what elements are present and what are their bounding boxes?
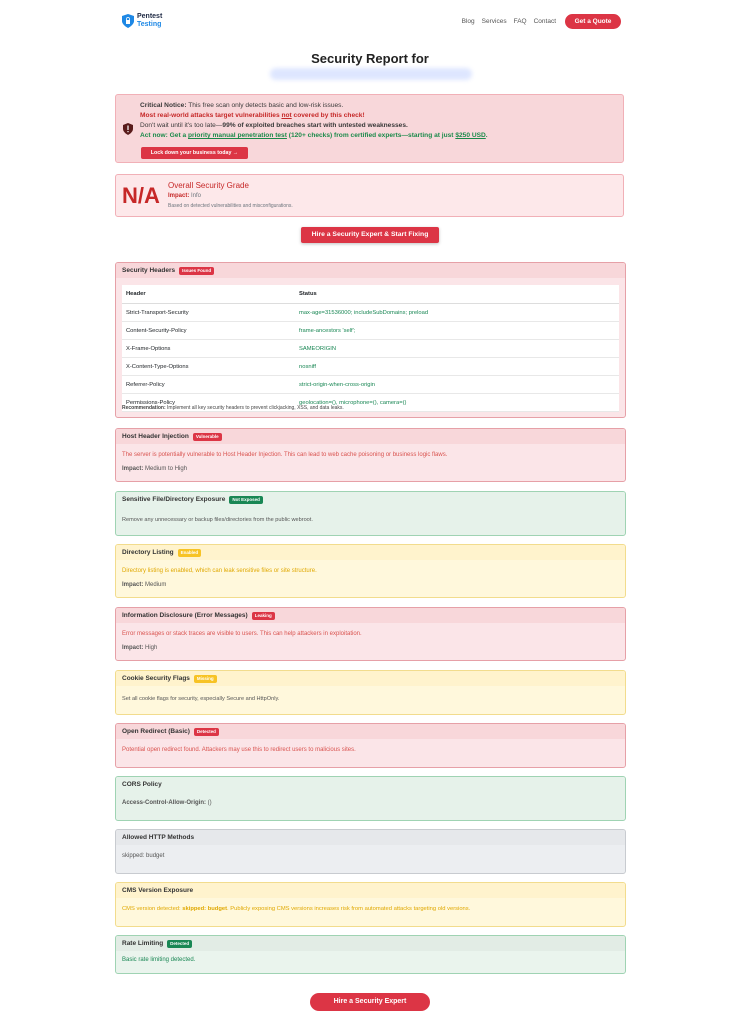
header-name: X-Frame-Options [122, 340, 295, 358]
security-grade-card [115, 174, 624, 217]
security-headers-card [115, 262, 626, 418]
impact-value: High [143, 645, 158, 651]
table-row [122, 304, 619, 322]
http-methods-card [115, 829, 626, 874]
impact-label: Impact: [122, 582, 144, 588]
sensitive-file-card [115, 491, 626, 536]
cms-text-bold: skipped: budget [182, 906, 228, 912]
card-title: Cookie Security Flags [122, 675, 190, 682]
card-title: Security Headers [122, 267, 176, 274]
status-badge: Vulnerable [193, 433, 222, 441]
card-text: skipped: budget [122, 853, 165, 859]
status-badge: Detected [194, 728, 219, 736]
shield-warning-icon [123, 123, 133, 135]
card-text: Potential open redirect found. Attackers may use this to redirect users to malicious sites. [122, 747, 356, 753]
header-status: frame-ancestors 'self'; [295, 322, 619, 340]
header-status: SAMEORIGIN [295, 340, 619, 358]
card-text: Remove any unnecessary or backup files/directories from the public webroot. [122, 517, 313, 523]
critical-notice [115, 94, 624, 163]
table-row [122, 340, 619, 358]
impact-value: Medium [143, 582, 167, 588]
card-title: Directory Listing [122, 549, 174, 556]
critical-label: Critical Notice: [140, 102, 187, 109]
header-name: X-Content-Type-Options [122, 358, 295, 376]
shield-logo-icon [122, 14, 134, 28]
card-title: CORS Policy [122, 781, 162, 788]
impact-value: Medium to High [143, 466, 188, 472]
recommendation-text: Implement all key security headers to prevent clickjacking, XSS, and data leaks. [165, 405, 344, 411]
cors-label: Access-Control-Allow-Origin: [122, 800, 207, 806]
page-title: Security Report for [311, 51, 429, 66]
header-name: Strict-Transport-Security [122, 304, 295, 322]
table-row [122, 358, 619, 376]
grade-title: Overall Security Grade [168, 181, 249, 190]
blurred-domain [270, 68, 472, 80]
header-status: strict-origin-when-cross-origin [295, 376, 619, 394]
logo[interactable] [122, 13, 162, 29]
cms-text-pre: CMS version detected: [122, 906, 183, 912]
recommendation-label: Recommendation: [122, 405, 166, 411]
notice-line4-end: . [485, 132, 488, 139]
card-text: Basic rate limiting detected. [122, 957, 196, 963]
table-row [122, 322, 619, 340]
info-disclosure-card [115, 607, 626, 661]
header-status: nosniff [295, 358, 619, 376]
nav-link-blog[interactable]: Blog [461, 18, 475, 25]
notice-line2-not: not [281, 112, 292, 119]
card-title: Rate Limiting [122, 940, 164, 947]
impact-label: Impact: [122, 645, 144, 651]
hire-expert-button[interactable]: Hire a Security Expert [310, 993, 430, 1011]
grade-impact-label: Impact: [168, 193, 190, 199]
nav-link-faq[interactable]: FAQ [513, 18, 527, 25]
grade-impact-value: Info [189, 193, 202, 199]
notice-line2-post: covered by this check! [291, 112, 365, 119]
notice-line4-pre: Act now: Get a [140, 132, 188, 139]
rate-limiting-card [115, 935, 626, 974]
notice-line4-mid: (120+ checks) from certified experts—starting at just [286, 132, 456, 139]
cms-text-post: . Publicly exposing CMS versions increases risk from automated attacks targeting old versions. [227, 906, 471, 912]
top-nav [114, 10, 626, 34]
directory-listing-card [115, 544, 626, 598]
grade-note: Based on detected vulnerabilities and misconfigurations. [168, 203, 293, 209]
hire-expert-start-fixing-button[interactable]: Hire a Security Expert & Start Fixing [301, 227, 439, 243]
status-badge: Issues Found [179, 267, 214, 275]
nav-link-services[interactable]: Services [481, 18, 507, 25]
card-title: Open Redirect (Basic) [122, 728, 190, 735]
card-title: Host Header Injection [122, 433, 189, 440]
open-redirect-card [115, 723, 626, 768]
status-badge: Missing [194, 675, 217, 683]
security-headers-header [116, 263, 625, 278]
card-text: Directory listing is enabled, which can leak sensitive files or site structure. [122, 568, 317, 574]
cors-value: () [206, 800, 212, 806]
card-title: CMS Version Exposure [122, 887, 194, 894]
price-link[interactable]: $250 USD [455, 132, 486, 139]
notice-line1: This free scan only detects basic and low-risk issues. [186, 102, 344, 109]
nav-links [462, 18, 556, 25]
header-status: max-age=31536000; includeSubDomains; preload [295, 304, 619, 322]
table-header-row [122, 285, 619, 304]
status-badge: Enabled [178, 549, 202, 557]
nav-link-contact[interactable]: Contact [533, 18, 556, 25]
impact-label: Impact: [122, 466, 144, 472]
cookie-flags-card [115, 670, 626, 715]
cms-version-card [115, 882, 626, 927]
lock-down-button[interactable]: Lock down your business today → [141, 147, 248, 159]
header-name: Referrer-Policy [122, 376, 295, 394]
notice-line3-bold: 99% of exploited breaches start with untested weaknesses. [222, 122, 408, 129]
card-text: Error messages or stack traces are visible to users. This can help attackers in exploitation. [122, 631, 362, 637]
grade-impact [168, 193, 201, 199]
card-title: Allowed HTTP Methods [122, 834, 195, 841]
card-title: Information Disclosure (Error Messages) [122, 612, 248, 619]
headers-table [122, 285, 619, 412]
col-header: Header [122, 285, 295, 304]
card-text: Set all cookie flags for security, especially Secure and HttpOnly. [122, 696, 280, 702]
card-text: The server is potentially vulnerable to Host Header Injection. This can lead to web cache poisoning or business logic flaws. [122, 452, 448, 458]
host-header-card [115, 428, 626, 482]
status-badge: Not Exposed [229, 496, 263, 504]
notice-line3-pre: Don't wait until it's too late— [140, 122, 223, 129]
logo-line2: Testing [137, 21, 162, 28]
table-row [122, 376, 619, 394]
pentest-link[interactable]: priority manual penetration test [188, 132, 287, 139]
cors-policy-card [115, 776, 626, 821]
get-quote-button[interactable]: Get a Quote [565, 14, 621, 29]
header-name: Content-Security-Policy [122, 322, 295, 340]
col-status: Status [295, 285, 619, 304]
header-status: geolocation=(), microphone=(), camera=() [295, 394, 619, 412]
status-badge: Leaking [252, 612, 275, 620]
grade-value: N/A [122, 183, 160, 208]
header-name: Permissions-Policy [122, 394, 295, 412]
card-title: Sensitive File/Directory Exposure [122, 496, 226, 503]
logo-line1: Pentest [137, 13, 163, 20]
notice-line2-pre: Most real-world attacks target vulnerabilities [140, 112, 282, 119]
status-badge: Detected [167, 940, 192, 948]
recommendation [122, 405, 344, 411]
